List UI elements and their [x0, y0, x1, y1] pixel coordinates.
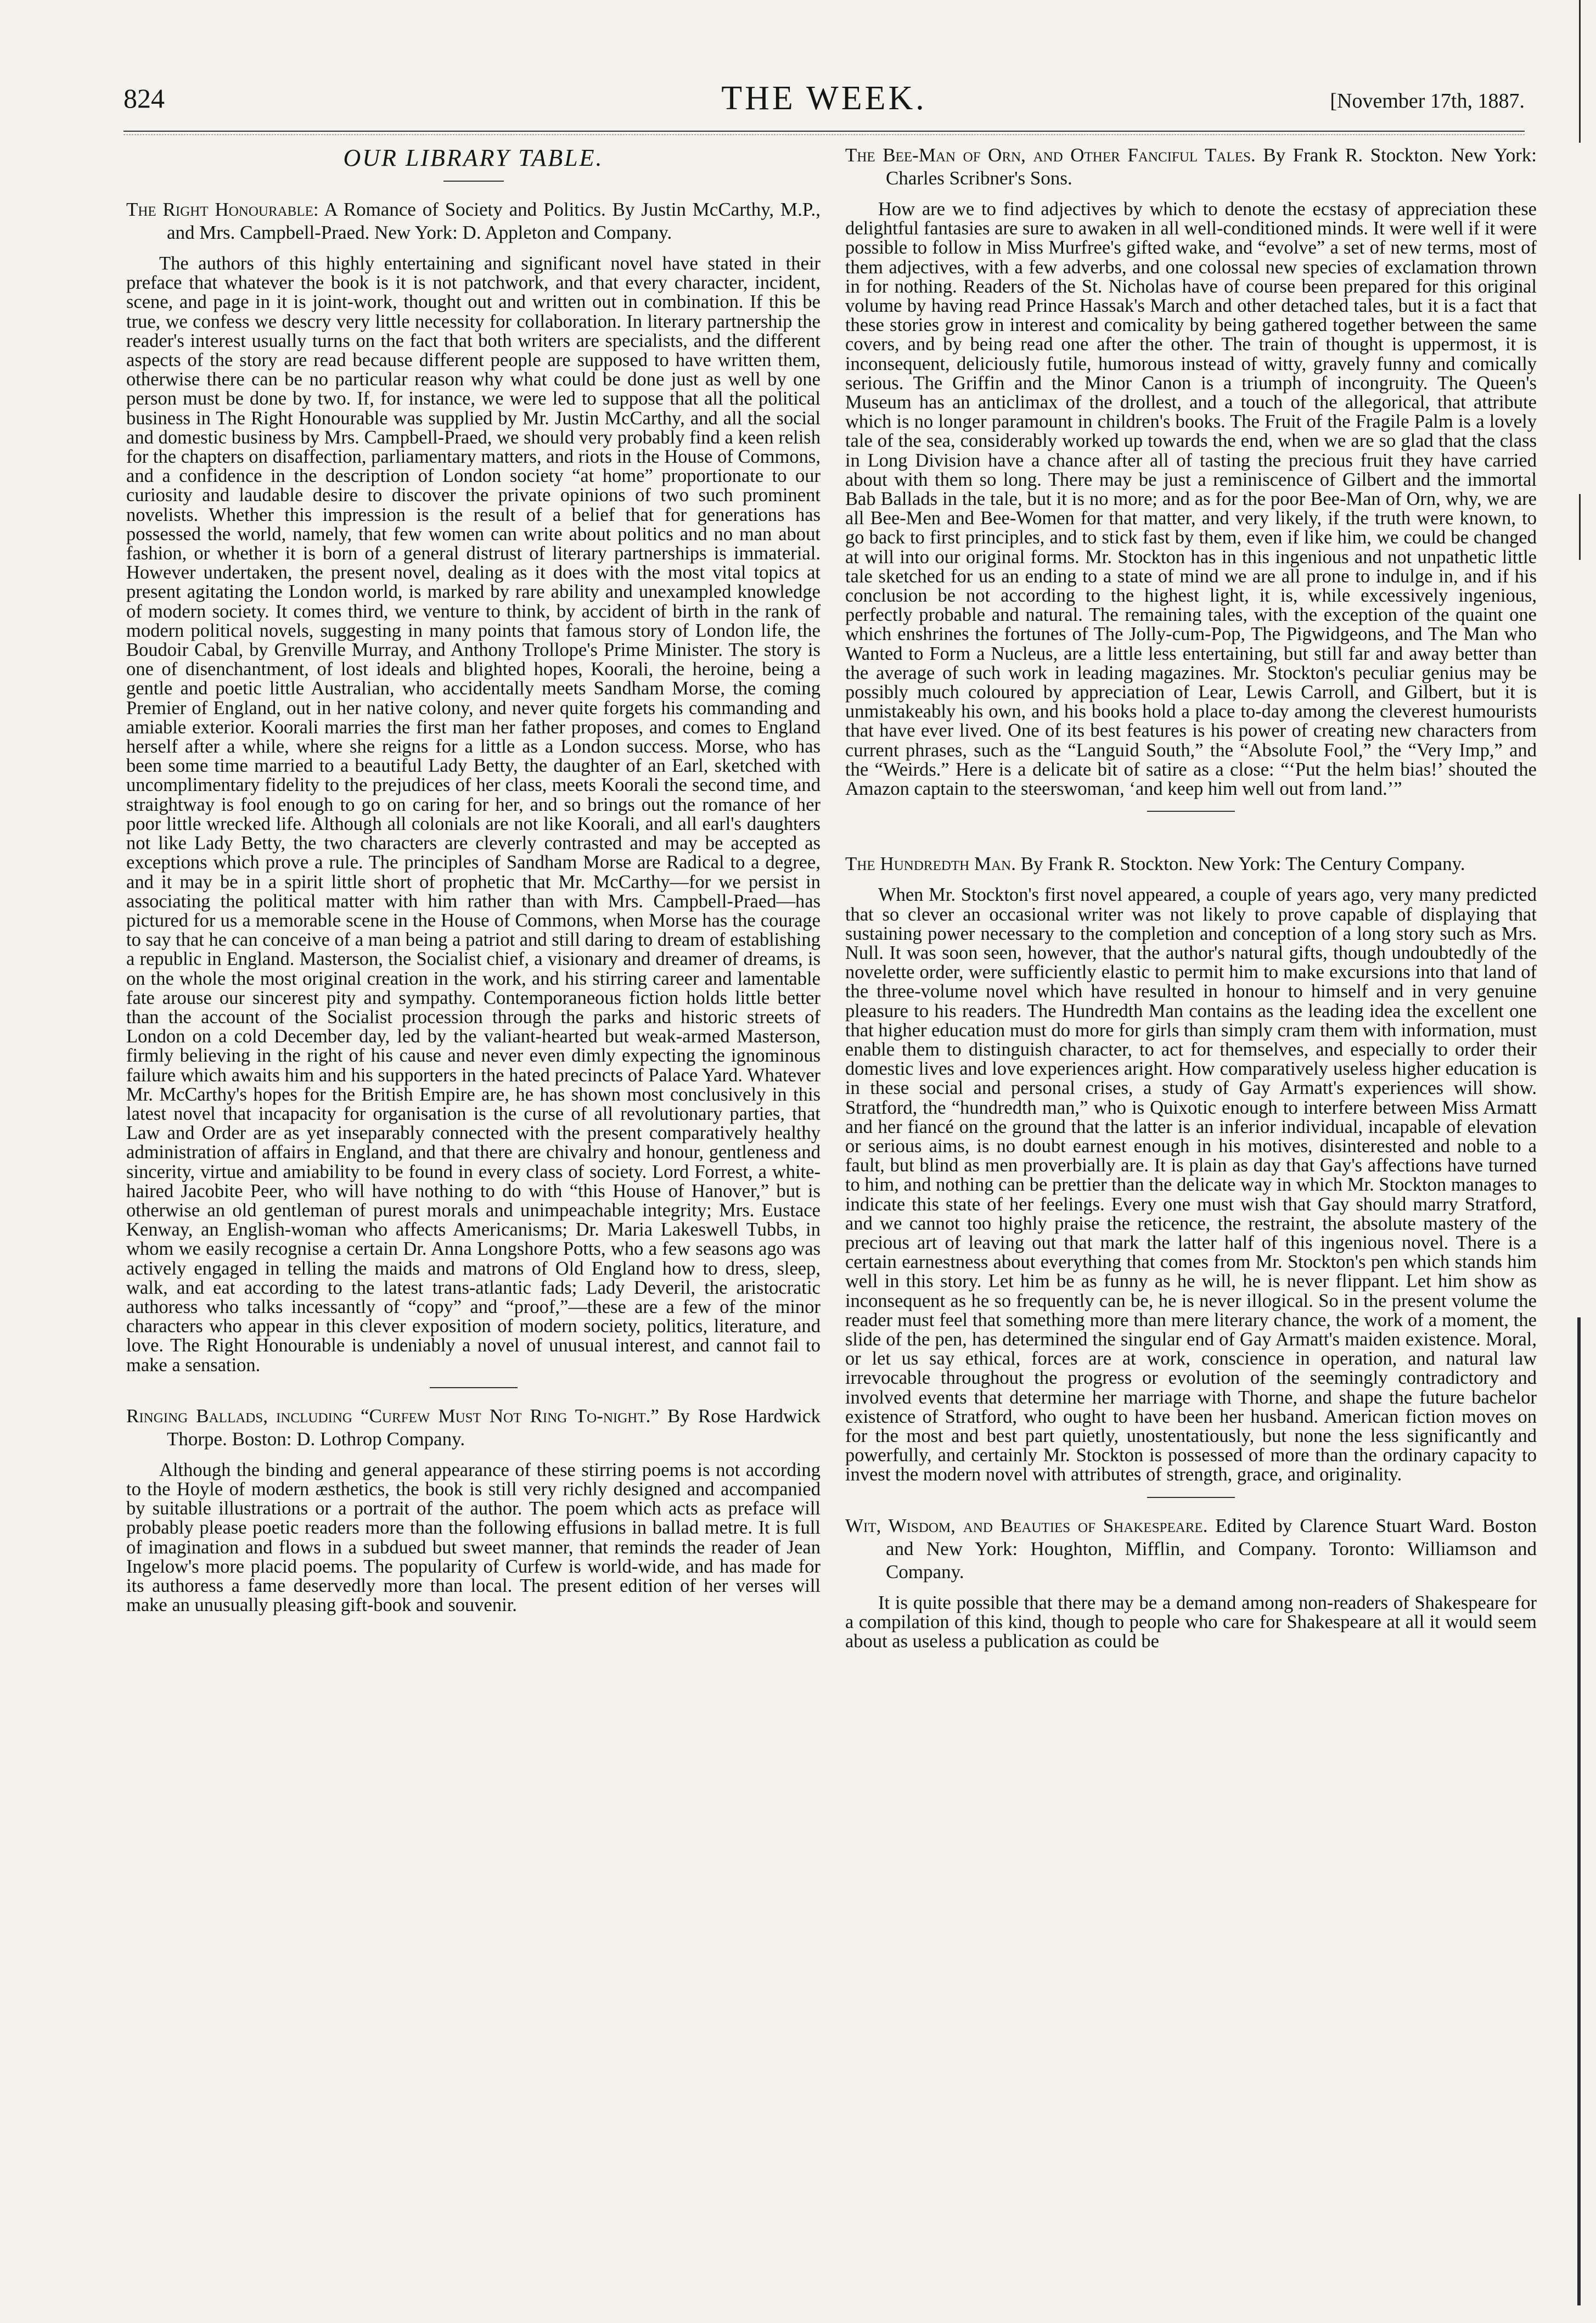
- review-body: Although the binding and general appearance of these stirring poems is not according to the Hoyle of modern æsthetics, the book is still very richly designed and accompanied by suitable illustrations or a portrait of the author. The poem which acts as preface will probably please poetic readers more than the following effusions in ballad metre. It is full of imagination and flows in a subdued but sweet manner, that reminds the reader of Jean Ingelow's more placid poems. The popularity of Curfew is world-wide, and has made for its authoress a fame deservedly more than local. The present edition of her verses will make an unusually pleasing gift-book and souvenir.: [126, 1459, 821, 1616]
- page-edge-binding: [1570, 0, 1586, 2323]
- page-number: 824: [123, 83, 165, 114]
- review-ringing-ballads: [126, 1405, 821, 1615]
- review-hundredth-man: [845, 852, 1537, 1484]
- left-column: [126, 144, 821, 1615]
- section-title: OUR LIBRARY TABLE.: [343, 144, 604, 171]
- right-column: [845, 144, 1537, 1651]
- book-title: The Hundredth Man.: [845, 853, 1016, 875]
- book-details: By Frank R. Stockton. New York: Charles Scribner's Sons.: [886, 144, 1537, 189]
- review-heading: [845, 1514, 1537, 1584]
- review-body: The authors of this highly entertaining and significant novel have stated in their preface that whatever the book is it is not patchwork, and that every character, incident, scene, and page in it is joint-work, thought out and written out in combination. If this be true, we confess we descry very little necessity for collaboration. In literary partnership the reader's interest usually turns on the fact that both writers are specialists, and the different aspects of the story are read because different people are supposed to have written them, otherwise there can be no particular reason why what could be done just as well by one person must be done by two. If, for instance, we were led to suppose that all the political business in The Right Honourable was supplied by Mr. Justin McCarthy, and all the social and domestic business by Mrs. Campbell-Praed, we should very probably find a keen relish for the chapters on disaffection, parliamentary matters, and riots in the House of Commons, and a confidence in the description of London society “at home” proportionate to our curiosity and laudable desire to discover the private opinions of two such prominent novelists. Whether this impression is the result of a belief that for generations has possessed the world, namely, that few women can write about politics and no man about fashion, or whether it is born of a general distrust of literary partnerships is immaterial. However undertaken, the present novel, dealing as it does with the most vital topics at present agitating the London world, is marked by rare ability and unexampled knowledge of modern society. It comes third, we venture to think, by accident of birth in the rank of modern political novels, suggesting in many points that famous story of London life, the Boudoir Cabal, by Grenville Murray, and Anthony Trollope's Prime Minister. The story is one of disenchantment, of lost ideals and blighted hopes, Koorali, the heroine, being a gentle and poetic little Australian, who accidentally meets Sandham Morse, the coming Premier of England, out in her native colony, and never quite forgets his commanding and amiable exterior. Koorali marries the first man her father proposes, and comes to England herself after a while, where she reigns for a little as a London success. Morse, who has been some time married to a beautiful Lady Betty, the daughter of an Earl, sketched with uncomplimentary fidelity to the prejudices of her class, meets Koorali the second time, and straightway is fool enough to go on caring for her, and so brings out the romance of her poor little wrecked life. Although all colonials are not like Koorali, and all earl's daughters not like Lady Betty, the two characters are cleverly contrasted and may be accepted as exceptions which prove a rule. The principles of Sandham Morse are Radical to a degree, and it may be in a spirit little short of prophetic that Mr. McCarthy—for we persist in associating the political matter with him rather than with Mrs. Campbell-Praed—has pictured for us a memorable scene in the House of Commons, when Morse has the courage to say that he can conceive of a man being a patriot and still daring to dream of establishing a republic in England. Masterson, the Socialist chief, a visionary and dreamer of dreams, is on the whole the most original creation in the work, and his stirring career and lamentable fate arouse our sincerest pity and sympathy. Contemporaneous fiction holds little better than the account of the Socialist procession through the parks and historic streets of London on a cold December day, led by the valiant-hearted but weak-armed Masterson, firmly believing in the right of his cause and never even dimly expecting the ignominous failure which awaits him and his supporters in the hated precincts of Palace Yard. Whatever Mr. McCarthy's hopes for the British Empire are, he has shown most conclusively in this latest novel that incapacity for organisation is the curse of all revolutionary parties, that Law and Order are as yet inseparably connected with the present comparatively healthy administration of affairs in England, and that there are chivalry and honour, gentleness and sincerity, virtue and amiability to be found in every class of society. Lord Forrest, a white-haired Jacobite Peer, who will have nothing to do with “this House of Hanover,” but is otherwise an old gentleman of purest morals and unimpeachable integrity; Mrs. Eustace Kenway, an English-woman who affects Americanisms; Dr. Maria Lakeswell Tubbs, in whom we easily recognise a certain Dr. Anna Longshore Potts, who a few seasons ago was actively engaged in telling the maids and matrons of Old England how to dress, sleep, walk, and eat according to the latest trans-atlantic fads; Lady Deveril, the aristocratic authoress who talks incessantly of “copy” and “proof,”—these are a few of the minor characters who appear in this clever exposition of modern society, politics, literature, and love. The Right Honourable is undeniably a novel of unusual interest, and cannot fail to make a sensation.: [126, 253, 821, 1376]
- review-body: When Mr. Stockton's first novel appeared, a couple of years ago, very many predicted that so clever an occasional writer was not likely to prove capable of displaying that sustaining power necessary to the completion and conception of a long story such as Mrs. Null. It was soon seen, however, that the author's natural gifts, though undoubtedly of the novelette order, were sufficiently elastic to permit him to make excursions into that land of the three-volume novel which have resulted in honour to himself and in very genuine pleasure to his readers. The Hundredth Man contains as the leading idea the excellent one that higher education must do more for girls than simply cram them with information, must enable them to distinguish character, to act for themselves, and especially to order their domestic lives and love experiences aright. How comparatively useless higher education is in these social and personal crises, a study of Gay Armatt's experiences will show. Stratford, the “hundredth man,” who is Quixotic enough to interfere between Miss Armatt and her fiancé on the ground that the latter is an inferior individual, incapable of elevation or serious aims, is no doubt earnest enough in his motives, disinterested and noble to a fault, but blind as men proverbially are. It is plain as day that Gay's affections have turned to him, and nothing can be prettier than the delicate way in which Mr. Stockton manages to indicate this state of her feelings. Every one must wish that Gay should marry Stratford, and we cannot too highly praise the reticence, the restraint, the absolute mastery of the precious art of leaving out that mark the latter half of this ingenious novel. There is a certain earnestness about everything that comes from Mr. Stockton's pen which stands him well in this story. Let him be as funny as he will, he is never flippant. Let him show as inconsequent as he so frequently can be, he is never illogical. So in the present volume the reader must feel that something more than mere literary chance, the work of a moment, the slide of the pen, has determined the singular end of Gay Armatt's maiden existence. Moral, or let us say ethical, forces are at work, conscience in operation, and natural law irrevocable throughout the progress or evolution of the seemingly contradictory and involved events that determine her marriage with Thorne, and shape the future bachelor existence of Stratford, who ought to have been her husband. American fiction moves on for the most and best part quietly, unostentatiously, but none the less significantly and powerfully, and certainly Mr. Stockton is possessed of more than the ordinary capacity to invest the modern novel with attributes of strength, grace, and originality.: [845, 884, 1537, 1485]
- review-separator: [1147, 811, 1235, 812]
- spacer: [845, 828, 1537, 852]
- book-details: : A Romance of Society and Politics. By Justin McCarthy, M.P., and Mrs. Campbell-Praed. New York: D. Appleton and Company.: [167, 199, 821, 243]
- review-heading: [126, 1405, 821, 1451]
- review-bee-man: [845, 144, 1537, 799]
- book-details: Edited by Clarence Stuart Ward. Boston and New York: Houghton, Mifflin, and Company. Toronto: Williamson and Company.: [886, 1514, 1537, 1583]
- review-heading: [845, 852, 1537, 876]
- book-title: Ringing Ballads, including “Curfew Must Not Ring To-night.”: [126, 1405, 659, 1427]
- review-right-honourable: [126, 198, 821, 1375]
- review-separator: [430, 1387, 518, 1388]
- header-rule: [123, 131, 1525, 135]
- page-header: [123, 82, 1525, 126]
- book-title: Wit, Wisdom, and Beauties of Shakespeare.: [845, 1514, 1208, 1536]
- section-rule: [443, 181, 504, 182]
- book-details: By Frank R. Stockton. New York: The Century Company.: [1015, 853, 1465, 875]
- review-body: It is quite possible that there may be a demand among non-readers of Shakespeare for a compilation of this kind, though to people who care for Shakespeare at all it would seem about as useless a publication as could be: [845, 1592, 1537, 1652]
- review-heading: [845, 144, 1537, 190]
- journal-title: THE WEEK.: [721, 80, 927, 117]
- book-title: The Bee-Man of Orn, and Other Fanciful Tales.: [845, 144, 1256, 166]
- review-shakespeare: [845, 1514, 1537, 1652]
- review-body: How are we to find adjectives by which to denote the ecstasy of appreciation these delightful fantasies are sure to awaken in all well-conditioned minds. It were well if it were possible to follow in Miss Murfree's gifted wake, and “evolve” a set of new terms, most of them adjectives, with a few adverbs, and one colossal new species of exclamation thrown in for nothing. Readers of the St. Nicholas have of course been prepared for this original volume by having read Prince Hassak's March and other detached tales, but it is a fact that these stories grow in interest and comicality by being gathered together between the same covers, and by being read one after the other. The train of thought is uppermost, it is inconsequent, deliciously futile, humorous instead of witty, gravely funny and comically serious. The Griffin and the Minor Canon is a triumph of incongruity. The Queen's Museum has an anticlimax of the drollest, and a touch of the allegorical, that attribute which is no longer paramount in children's books. The Fruit of the Fragile Palm is a lovely tale of the sea, considerably worked up towards the end, when we are so glad that the class in Long Division have a chance after all of tasting the precious fruit they have carried about with them so long. There may be just a reminiscence of Gilbert and the immortal Bab Ballads in the tale, but it is no more; and as for the poor Bee-Man of Orn, why, we are all Bee-Men and Bee-Women for that matter, and very likely, if the truth were known, to go back to first principles, and to stick fast by them, even if like him, we could be changed at will into our original forms. Mr. Stockton has in this ingenious and not unpathetic little tale sketched for us an ending to a state of mind we are all prone to indulge in, and if his conclusion be not according to the highest light, it is, while excessively ingenious, perfectly probable and natural. The remaining tales, with the exception of the quaint one which enshrines the fortunes of The Jolly-cum-Pop, The Pigwidgeons, and The Man who Wanted to Form a Nucleus, are a little less entertaining, but still far and away better than the average of such work in leading magazines. Mr. Stockton's peculiar genius may be possibly much coloured by appreciation of Lear, Lewis Carroll, and Gilbert, but it is unmistakeably his own, and his books hold a place to-day among the cleverest humourists that have ever lived. One of its best features is his power of creating new characters from current phrases, such as the “Languid South,” the “Absolute Fool,” the “Very Imp,” and the “Weirds.” Here is a delicate bit of satire as a close: “‘Put the helm bias!’ shouted the Amazon captain to the steerswoman, ‘and keep him well out from land.’”: [845, 199, 1537, 800]
- book-title: The Right Honourable: [126, 199, 313, 220]
- review-separator: [1147, 1497, 1235, 1498]
- review-heading: [126, 198, 821, 244]
- book-details: By Rose Hardwick Thorpe. Boston: D. Lothrop Company.: [167, 1405, 821, 1450]
- issue-date: [November 17th, 1887.: [1330, 89, 1525, 113]
